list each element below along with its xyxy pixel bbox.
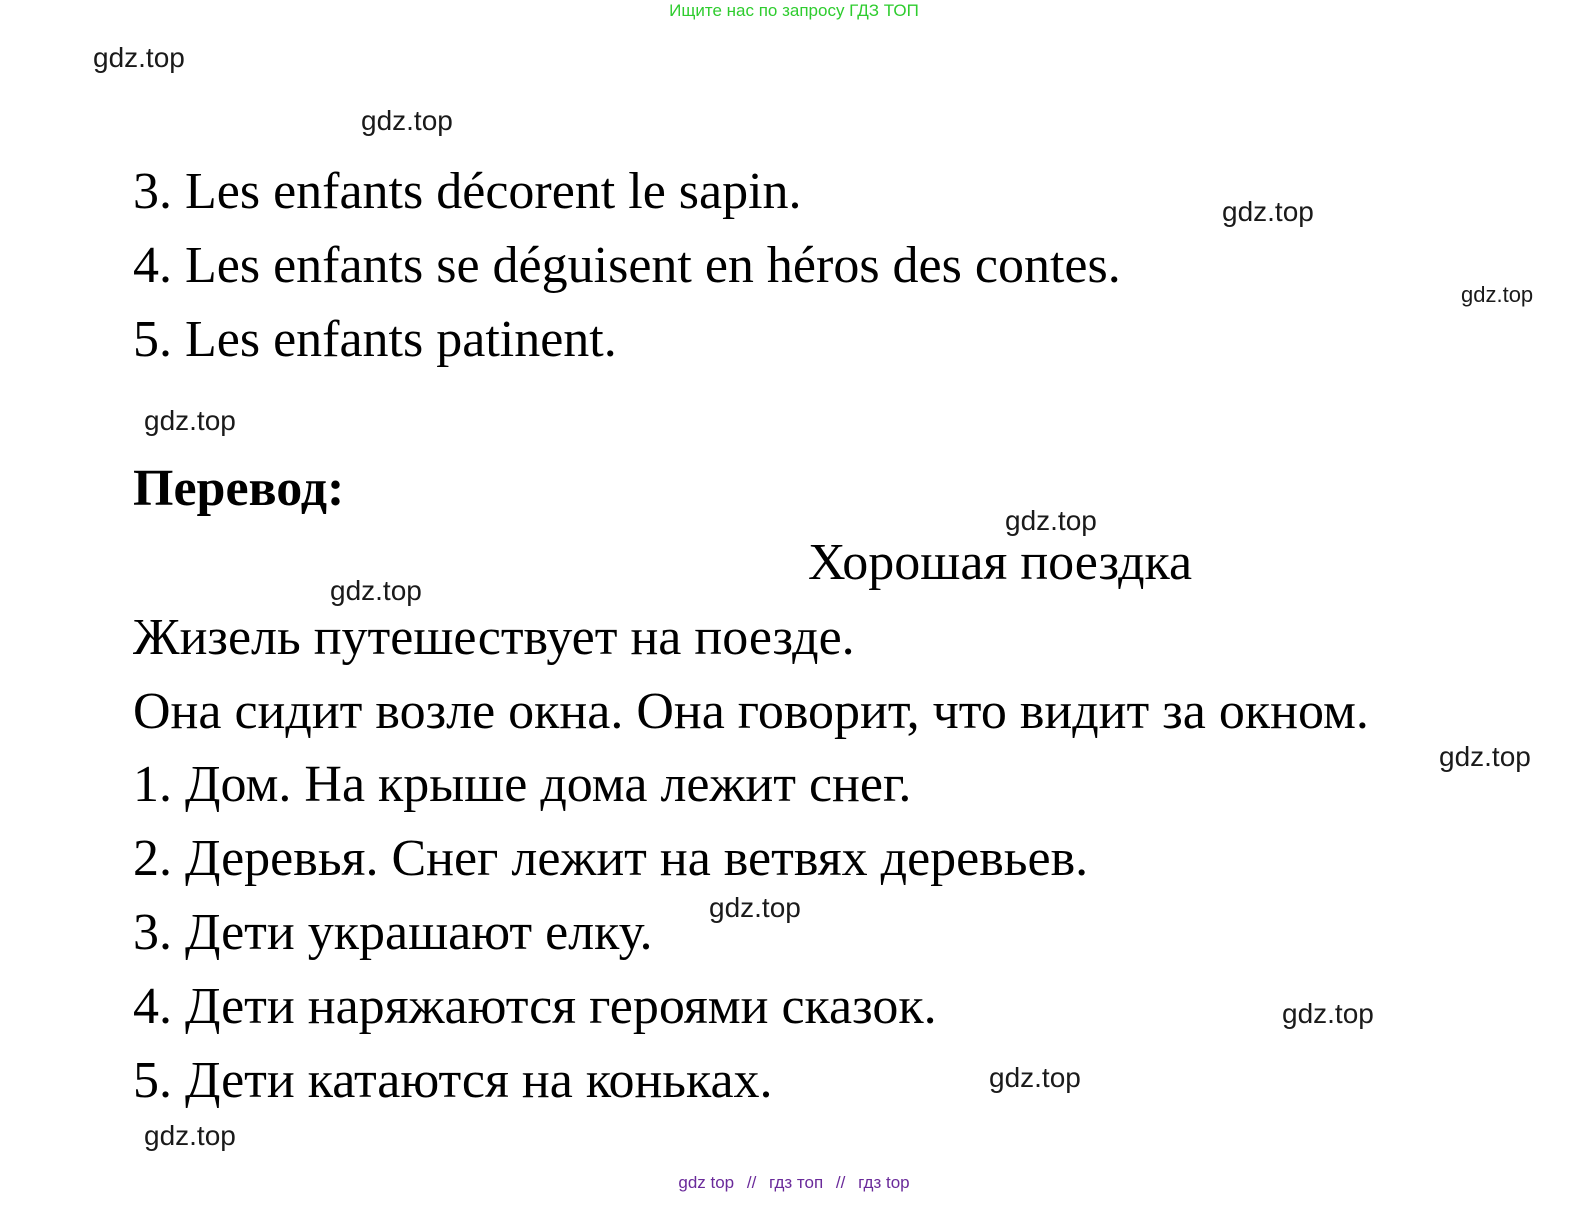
watermark: gdz.top [1282,998,1374,1029]
footer-link[interactable]: гдз топ [769,1173,824,1192]
french-line: 3. Les enfants décorent le sapin. [133,163,802,220]
watermark: gdz.top [93,42,185,73]
watermark: gdz.top [1005,505,1097,536]
russian-line: 2. Деревья. Снег лежит на ветвях деревьев. [133,830,1089,887]
watermark: gdz.top [144,405,236,436]
watermark: gdz.top [1461,282,1534,307]
translation-title: Хорошая поездка [808,534,1193,591]
footer [0,1173,1588,1193]
footer-separator: // [746,1173,757,1192]
watermark: gdz.top [1222,196,1314,227]
footer-link[interactable]: gdz top [678,1173,735,1192]
russian-line: 5. Дети катаются на коньках. [133,1052,773,1109]
watermark: gdz.top [1439,741,1531,772]
russian-line: 4. Дети наряжаются героями сказок. [133,978,937,1035]
watermark: gdz.top [709,892,801,923]
russian-line: Она сидит возле окна. Она говорит, что видит за окном. [133,683,1369,740]
footer-separator: // [835,1173,846,1192]
french-line: 5. Les enfants patinent. [133,311,617,368]
watermark: gdz.top [989,1062,1081,1093]
russian-line: 3. Дети украшают елку. [133,904,653,961]
top-banner: Ищите нас по запросу ГДЗ ТОП [669,1,919,20]
french-line: 4. Les enfants se déguisent en héros des contes. [133,237,1121,294]
russian-line: Жизель путешествует на поезде. [133,609,855,666]
russian-line: 1. Дом. На крыше дома лежит снег. [133,756,912,813]
translation-heading: Перевод: [133,460,345,517]
watermark: gdz.top [330,575,422,606]
watermark: gdz.top [144,1120,236,1151]
footer-link[interactable]: гдз top [858,1173,910,1192]
watermark: gdz.top [361,105,453,136]
